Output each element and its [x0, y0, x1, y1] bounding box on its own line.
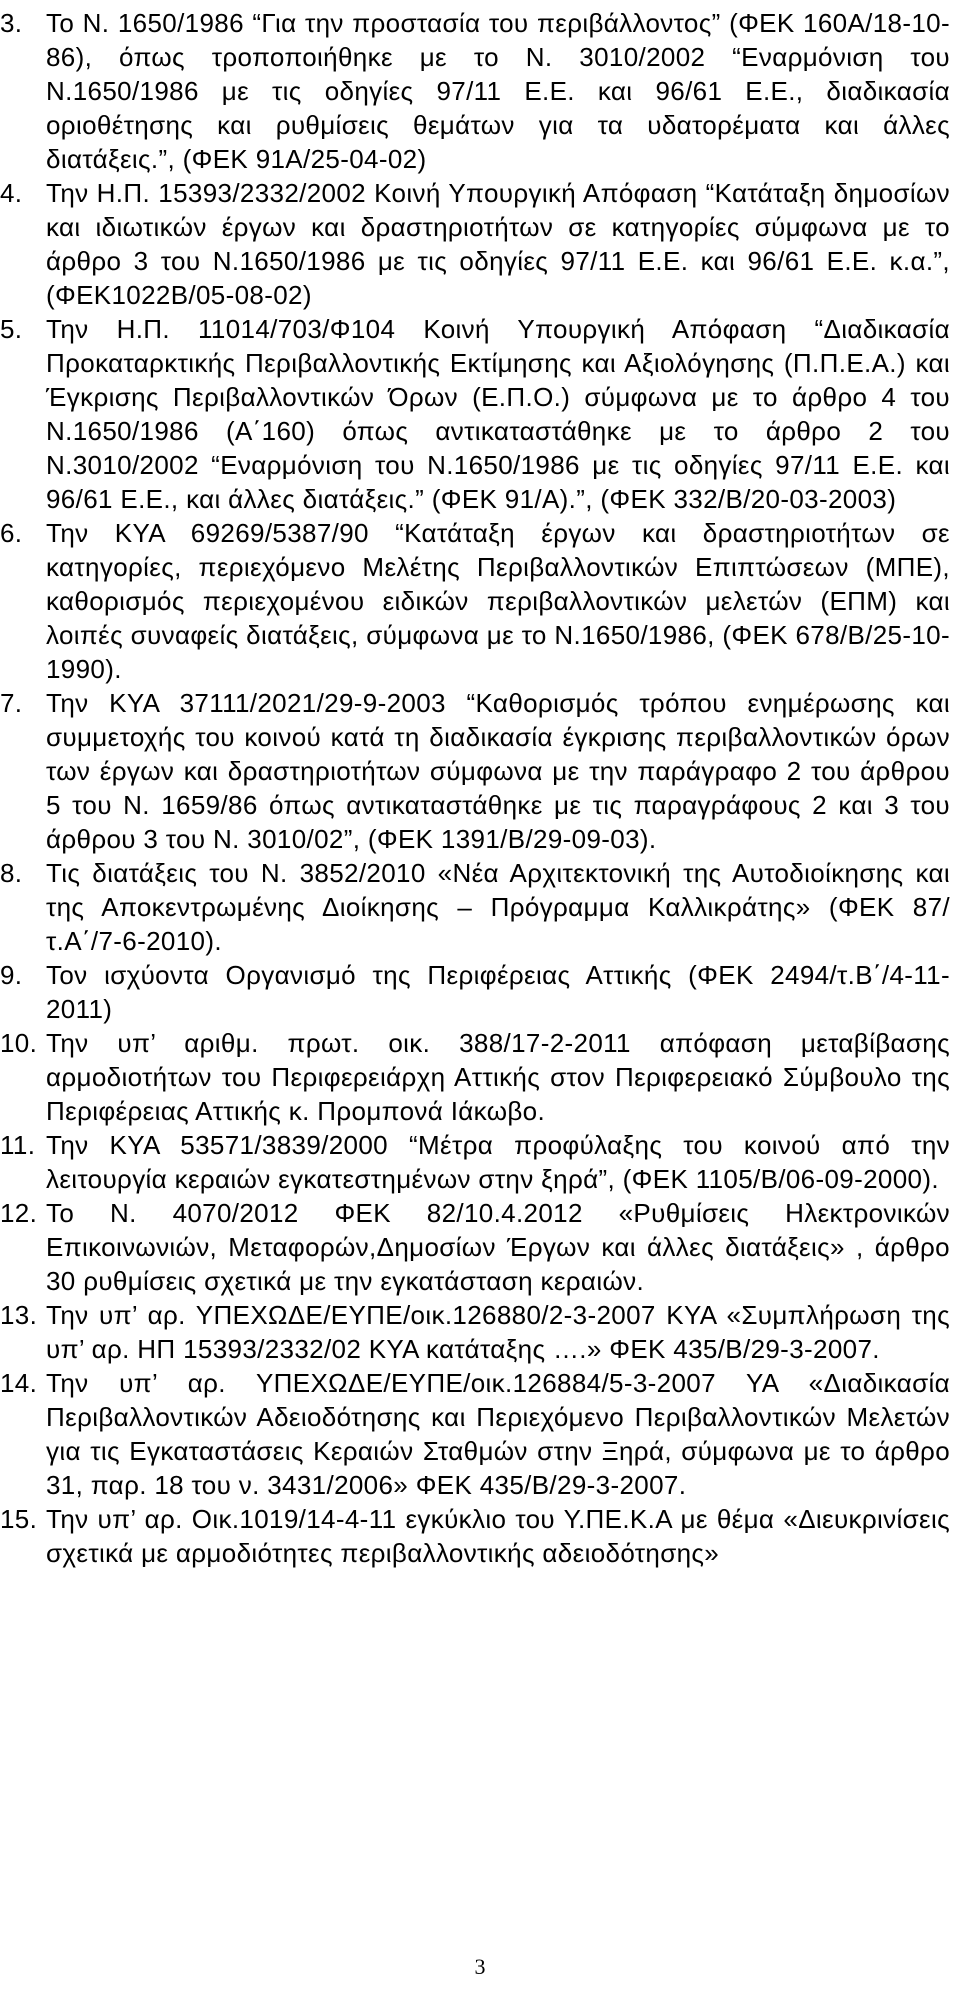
item-text: Το Ν. 1650/1986 “Για την προστασία του περιβάλλοντος” (ΦΕΚ 160Α/18-10-86), όπως τροποποιήθηκε με το Ν. 3010/2002 “Εναρμόνιση του Ν.1650/1986 με τις οδηγίες 97/11 Ε.Ε. και 96/61 Ε.Ε., διαδικασία οριοθέτησης και ρυθμίσεις θεμάτων για τα υδατορέματα και άλλες διατάξεις.”, (ΦΕΚ 91Α/25-04-02)	[46, 8, 950, 174]
list-item	[0, 1502, 954, 1570]
item-number: 14.	[0, 1368, 38, 1398]
item-number: 4.	[0, 178, 23, 208]
item-text: Την υπ’ αρ. Οικ.1019/14-4-11 εγκύκλιο του Υ.ΠΕ.Κ.Α με θέμα «Διευκρινίσεις σχετικά με αρμοδιότητες περιβαλλοντικής αδειοδότησης»	[46, 1504, 950, 1568]
item-number: 11.	[0, 1130, 36, 1160]
list-item	[0, 1298, 954, 1366]
item-text: Τον ισχύοντα Οργανισμό της Περιφέρειας Αττικής (ΦΕΚ 2494/τ.Β΄/4-11-2011)	[46, 960, 950, 1024]
item-text: Το Ν. 4070/2012 ΦΕΚ 82/10.4.2012 «Ρυθμίσεις Ηλεκτρονικών Επικοινωνιών, Μεταφορών,Δημοσίων Έργων και άλλες διατάξεις» , άρθρο 30 ρυθμίσεις σχετικά με την εγκατάσταση κεραιών.	[46, 1198, 950, 1296]
item-number: 3.	[0, 8, 23, 38]
list-item	[0, 312, 954, 516]
legal-reference-list	[0, 6, 960, 1570]
list-item	[0, 6, 954, 176]
item-number: 9.	[0, 960, 23, 990]
item-number: 7.	[0, 688, 23, 718]
item-text: Την υπ’ αρ. ΥΠΕΧΩΔΕ/ΕΥΠΕ/οικ.126880/2-3-2007 ΚΥΑ «Συμπλήρωση της υπ’ αρ. ΗΠ 15393/2332/02 ΚΥΑ κατάταξης ….» ΦΕΚ 435/Β/29-3-2007.	[46, 1300, 950, 1364]
item-text: Την ΚΥΑ 53571/3839/2000 “Μέτρα προφύλαξης του κοινού από την λειτουργία κεραιών εγκατεστημένων στην ξηρά”, (ΦΕΚ 1105/Β/06-09-2000).	[46, 1130, 950, 1194]
item-text: Την υπ’ αριθμ. πρωτ. οικ. 388/17-2-2011 απόφαση μεταβίβασης αρμοδιοτήτων του Περιφερειάρχη Αττικής στον Περιφερειακό Σύμβουλο της Περιφέρειας Αττικής κ. Προμπονά Ιάκωβο.	[46, 1028, 950, 1126]
list-item	[0, 1196, 954, 1298]
item-text: Την Η.Π. 15393/2332/2002 Κοινή Υπουργική Απόφαση “Κατάταξη δημοσίων και ιδιωτικών έργων και δραστηριοτήτων σε κατηγορίες σύμφωνα με το άρθρο 3 του Ν.1650/1986 με τις οδηγίες 97/11 Ε.Ε. και 96/61 Ε.Ε. κ.α.”, (ΦΕΚ1022Β/05-08-02)	[46, 178, 950, 310]
list-item	[0, 958, 954, 1026]
item-number: 6.	[0, 518, 23, 548]
item-text: Την υπ’ αρ. ΥΠΕΧΩΔΕ/ΕΥΠΕ/οικ.126884/5-3-2007 ΥΑ «Διαδικασία Περιβαλλοντικών Αδειοδότησης και Περιεχόμενο Περιβαλλοντικών Μελετών για τις Εγκαταστάσεις Κεραιών Σταθμών στην Ξηρά, σύμφωνα με το άρθρο 31, παρ. 18 του ν. 3431/2006» ΦΕΚ 435/Β/29-3-2007.	[46, 1368, 950, 1500]
list-item	[0, 1026, 954, 1128]
page-number: 3	[474, 1954, 486, 1979]
item-number: 5.	[0, 314, 23, 344]
item-text: Τις διατάξεις του Ν. 3852/2010 «Νέα Αρχιτεκτονική της Αυτοδιοίκησης και της Αποκεντρωμένης Διοίκησης – Πρόγραμμα Καλλικράτης» (ΦΕΚ 87/τ.Α΄/7-6-2010).	[46, 858, 950, 956]
item-number: 10.	[0, 1028, 38, 1058]
item-number: 15.	[0, 1504, 38, 1534]
item-text: Την ΚΥΑ 69269/5387/90 “Κατάταξη έργων και δραστηριοτήτων σε κατηγορίες, περιεχόμενο Μελέτης Περιβαλλοντικών Επιπτώσεων (ΜΠΕ), καθορισμός περιεχομένου ειδικών περιβαλλοντικών μελετών (ΕΠΜ) και λοιπές συναφείς διατάξεις, σύμφωνα με το Ν.1650/1986, (ΦΕΚ 678/Β/25-10-1990).	[46, 518, 950, 684]
item-number: 13.	[0, 1300, 38, 1330]
list-item	[0, 176, 954, 312]
list-item	[0, 686, 954, 856]
item-text: Την Η.Π. 11014/703/Φ104 Κοινή Υπουργική Απόφαση “Διαδικασία Προκαταρκτικής Περιβαλλοντικής Εκτίμησης και Αξιολόγησης (Π.Π.Ε.Α.) και Έγκρισης Περιβαλλοντικών Όρων (Ε.Π.Ο.) σύμφωνα με το άρθρο 4 του Ν.1650/1986 (Α΄160) όπως αντικαταστάθηκε με το άρθρο 2 του Ν.3010/2002 “Εναρμόνιση του Ν.1650/1986 με τις οδηγίες 97/11 Ε.Ε. και 96/61 Ε.Ε., και άλλες διατάξεις.” (ΦΕΚ 91/Α).”, (ΦΕΚ 332/Β/20-03-2003)	[46, 314, 950, 514]
item-number: 8.	[0, 858, 23, 888]
document-page	[0, 6, 960, 1570]
list-item	[0, 516, 954, 686]
item-text: Την ΚΥΑ 37111/2021/29-9-2003 “Καθορισμός τρόπου ενημέρωσης και συμμετοχής του κοινού κατά τη διαδικασία έγκρισης περιβαλλοντικών όρων των έργων και δραστηριοτήτων σύμφωνα με την παράγραφο 2 του άρθρου 5 του Ν. 1659/86 όπως αντικαταστάθηκε με τις παραγράφους 2 και 3 του άρθρου 3 του Ν. 3010/02”, (ΦΕΚ 1391/Β/29-09-03).	[46, 688, 950, 854]
list-item	[0, 856, 954, 958]
item-number: 12.	[0, 1198, 38, 1228]
list-item	[0, 1128, 954, 1196]
list-item	[0, 1366, 954, 1502]
